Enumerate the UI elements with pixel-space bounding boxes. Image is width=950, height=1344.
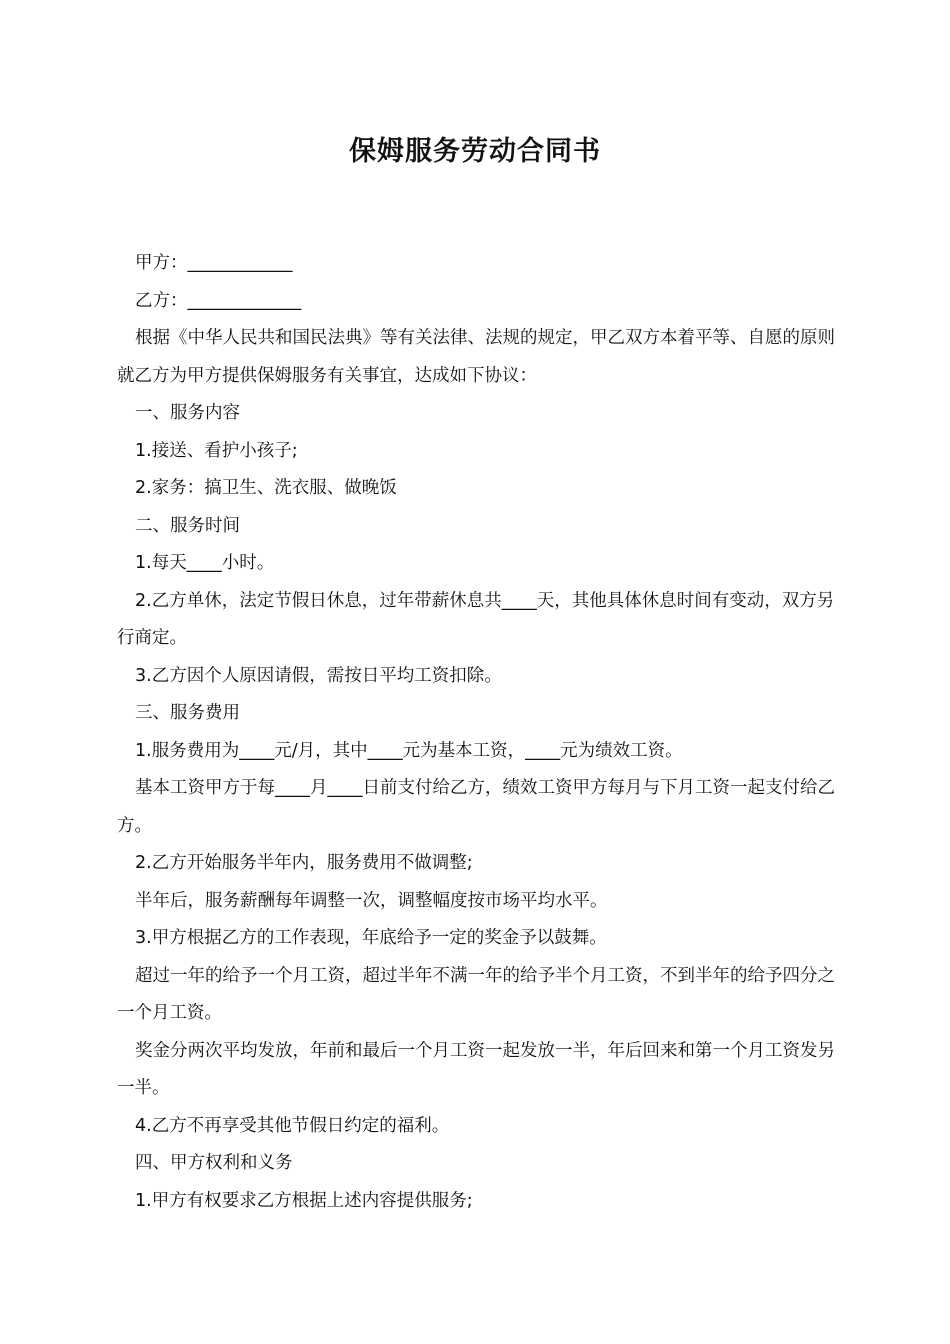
- party-b-line: 乙方：_____________: [135, 290, 302, 311]
- preamble-paragraph: 根据《中华人民共和国民法典》等有关法律、法规的规定，甲乙双方本着平等、自愿的原则就乙方为甲方提供保姆服务有关事宜，达成如下协议：: [117, 328, 835, 386]
- clause-4-1: 1.甲方有权要求乙方根据上述内容提供服务;: [135, 1190, 473, 1211]
- clause-3-1: 1.服务费用为____元/月，其中____元为基本工资，____元为绩效工资。: [135, 740, 683, 761]
- party-a-line: 甲方：____________: [135, 253, 293, 273]
- clause-1-2: 2.家务：搞卫生、洗衣服、做晚饭: [135, 478, 397, 498]
- section-heading-service-fee: 三、服务费用: [135, 703, 240, 723]
- clause-2-3: 3.乙方因个人原因请假，需按日平均工资扣除。: [135, 665, 502, 686]
- clause-2-1: 1.每天____小时。: [135, 553, 275, 573]
- clause-3-2-adjustment: 半年后，服务薪酬每年调整一次，调整幅度按市场平均水平。: [135, 890, 608, 911]
- document-body: [117, 245, 839, 1220]
- clause-3-2: 2.乙方开始服务半年内，服务费用不做调整;: [135, 853, 473, 873]
- document-title: 保姆服务劳动合同书: [349, 136, 601, 167]
- clause-3-1-payment: 基本工资甲方于每____月____日前支付给乙方，绩效工资甲方每月与下月工资一起支付给乙方。: [117, 778, 835, 836]
- section-heading-service-content: 一、服务内容: [135, 403, 240, 423]
- clause-2-2: 2.乙方单休，法定节假日休息，过年带薪休息共____天，其他具体休息时间有变动，双方另行商定。: [117, 590, 835, 648]
- clause-3-4: 4.乙方不再享受其他节假日约定的福利。: [135, 1115, 450, 1136]
- clause-3-3-bonus-payment: 奖金分两次平均发放，年前和最后一个月工资一起发放一半，年后回来和第一个月工资发另一半。: [117, 1040, 835, 1098]
- clause-3-3-bonus-amount: 超过一年的给予一个月工资，超过半年不满一年的给予半个月工资，不到半年的给予四分之一个月工资。: [117, 965, 835, 1023]
- section-heading-party-a-rights: 四、甲方权利和义务: [135, 1153, 293, 1173]
- clause-1-1: 1.接送、看护小孩子;: [135, 440, 298, 461]
- section-heading-service-time: 二、服务时间: [135, 515, 240, 536]
- clause-3-3: 3.甲方根据乙方的工作表现，年底给予一定的奖金予以鼓舞。: [135, 928, 607, 948]
